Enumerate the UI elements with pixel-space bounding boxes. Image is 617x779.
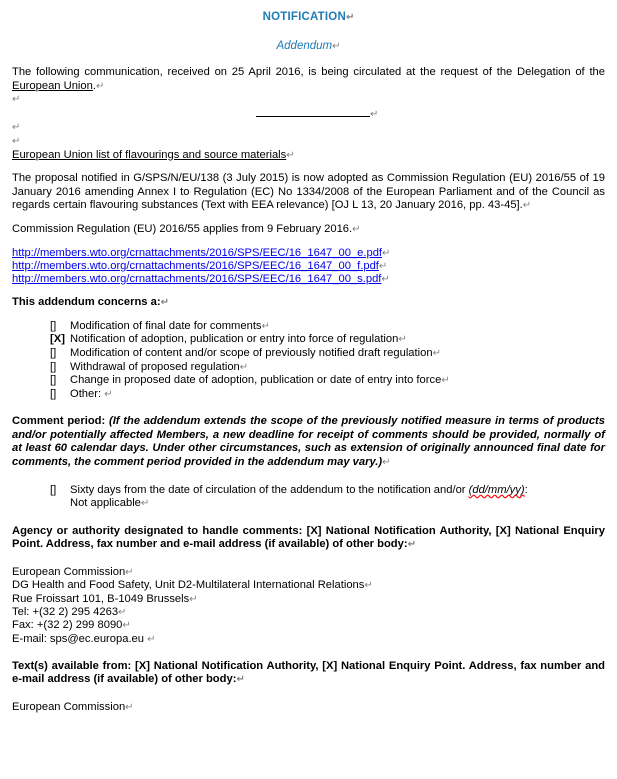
applies-paragraph-text: Commission Regulation (EU) 2016/55 applies from 9 February 2016. — [12, 222, 353, 235]
spacer — [12, 286, 605, 296]
texts-address-line — [12, 701, 605, 714]
paragraph-mark: ↵ — [522, 200, 532, 212]
spacer — [12, 213, 605, 223]
agency-address-organisation: European Commission — [12, 566, 126, 579]
paragraph-mark: ↵ — [140, 498, 150, 510]
paragraph-mark: ↵ — [12, 135, 21, 147]
spacer — [12, 162, 605, 172]
comment-period-label: Comment period: — [12, 415, 106, 428]
paragraph-mark: ↵ — [104, 388, 113, 400]
spacer — [12, 310, 605, 320]
intro-text-before: The following communication, received on 25 April 2016, is being circulated at the request of the Delegation of the — [12, 66, 605, 78]
spacer — [12, 687, 605, 701]
attachment-link-es[interactable]: http://members.wto.org/crnattachments/2016/SPS/EEC/16_1647_00_s.pdf — [12, 272, 382, 285]
spacer — [12, 552, 605, 566]
comment-period-option-colon: : — [524, 483, 528, 496]
checkbox-notification-adoption[interactable]: [X] — [50, 333, 65, 346]
paragraph-mark: ↵ — [125, 702, 134, 714]
attachment-link-fr[interactable]: http://members.wto.org/crnattachments/2016/SPS/EEC/16_1647_00_f.pdf — [12, 259, 379, 272]
agency-address-fax: Fax: +(32 2) 299 8090 — [12, 619, 123, 632]
spacer — [12, 401, 605, 415]
comment-period-option-value-row — [12, 497, 605, 511]
spacer — [12, 511, 605, 525]
section-heading-text: European Union list of flavourings and source materials — [12, 148, 287, 161]
paragraph-mark: ↵ — [352, 223, 361, 235]
agency-address-line — [12, 593, 605, 606]
checkbox-change-date[interactable]: [] — [50, 374, 57, 387]
proposal-paragraph-text: The proposal notified in G/SPS/N/EU/138 (3 July 2015) is now adopted as Commission Regulation (EU) 2016/55 of 19 January 2016 amending Annex I to Regulation (EC) No 1334/2008 of the European Parliament and of the Council as regards certain flavouring substances (Text with EEA relevance) [OJ L 13, 20 January 2016, pp. 43-45]. — [12, 172, 605, 212]
paragraph-mark: ↵ — [378, 260, 388, 272]
agency-address-line — [12, 566, 605, 579]
checkbox-modification-final-date[interactable]: [] — [50, 319, 57, 332]
paragraph-mark: ↵ — [236, 674, 245, 686]
spacer — [12, 237, 605, 247]
agency-address-line — [12, 606, 605, 619]
page-title — [12, 0, 605, 23]
blank-line — [12, 135, 605, 149]
agency-address-email: E-mail: sps@ec.europa.eu — [12, 632, 144, 645]
paragraph-mark: ↵ — [122, 620, 131, 632]
agency-address-unit: DG Health and Food Safety, Unit D2-Multilateral International Relations — [12, 579, 365, 592]
section-heading — [12, 149, 605, 163]
checklist-item[interactable] — [12, 320, 605, 334]
attachment-link-row — [12, 273, 605, 286]
comment-period-option-text: Sixty days from the date of circulation of the addendum to the notification and/or — [70, 483, 469, 496]
blank-line — [12, 121, 605, 135]
page-title-text: NOTIFICATION — [262, 11, 346, 23]
checkbox-other[interactable]: [] — [50, 387, 57, 400]
page-subtitle — [12, 23, 605, 52]
comment-period-option-row[interactable] — [12, 484, 605, 498]
agency-heading — [12, 525, 605, 552]
paragraph-mark: ↵ — [364, 580, 373, 592]
paragraph-mark: ↵ — [160, 297, 169, 309]
paragraph-mark: ↵ — [398, 334, 407, 346]
intro-text-after: . — [92, 79, 96, 92]
paragraph-mark: ↵ — [382, 247, 391, 259]
texts-available-heading-text: Text(s) available from: [X] National Notification Authority, [X] National Enquiry Point. Address, fax number and e-mail address (if available) of other body: — [12, 659, 605, 686]
paragraph-mark: ↵ — [125, 567, 134, 579]
intro-paragraph — [12, 66, 605, 93]
addendum-concerns-heading — [12, 296, 605, 310]
spacer — [12, 470, 605, 484]
paragraph-mark: ↵ — [345, 12, 355, 23]
checklist-item-label: Notification of adoption, publication or entry into force of regulation — [70, 333, 399, 346]
paragraph-mark: ↵ — [286, 149, 295, 161]
agency-address-line — [12, 633, 605, 646]
blank-line — [12, 93, 605, 107]
checklist-item-label: Withdrawal of proposed regulation — [70, 360, 240, 373]
paragraph-mark: ↵ — [261, 320, 270, 332]
attachment-link-row — [12, 247, 605, 260]
paragraph-mark: ↵ — [95, 80, 105, 92]
page-subtitle-text: Addendum — [276, 40, 333, 52]
checklist-item-label: Modification of final date for comments — [70, 319, 262, 332]
checkbox-modification-content[interactable]: [] — [50, 346, 57, 359]
checklist-item-label: Modification of content and/or scope of previously notified draft regulation — [70, 346, 433, 359]
checkbox-sixty-days[interactable]: [] — [50, 483, 57, 496]
comment-period-note: (If the addendum extends the scope of the previously notified measure in terms of products and/or potentially affected Members, a new deadline for receipt of comments should be provided, normally of at least 60 calendar days. Under other circumstances, such as extension of originally announced final date for comments, the comment period provided in the addendum may vary.) — [12, 415, 606, 469]
paragraph-mark: ↵ — [381, 273, 390, 285]
checkbox-withdrawal[interactable]: [] — [50, 360, 57, 373]
checklist-item[interactable] — [12, 374, 605, 388]
paragraph-mark: ↵ — [239, 361, 249, 373]
comment-period-date-format: (dd/mm/yy) — [468, 483, 525, 496]
paragraph-mark: ↵ — [12, 94, 21, 106]
spacer — [12, 52, 605, 66]
paragraph-mark: ↵ — [12, 122, 21, 134]
intro-entity: European Union — [12, 79, 93, 92]
paragraph-mark: ↵ — [118, 606, 127, 618]
addendum-checklist — [12, 320, 605, 402]
applies-paragraph — [12, 223, 605, 237]
checklist-item-label: Other: — [70, 387, 102, 400]
paragraph-mark: ↵ — [407, 539, 416, 551]
checklist-item[interactable] — [12, 388, 605, 402]
checklist-item[interactable] — [12, 361, 605, 375]
texts-address-organisation: European Commission — [12, 701, 126, 714]
agency-address-line — [12, 579, 605, 592]
checklist-item-label: Change in proposed date of adoption, publication or date of entry into force — [70, 374, 442, 387]
agency-address-street: Rue Froissart 101, B-1049 Brussels — [12, 592, 190, 605]
agency-heading-text: Agency or authority designated to handle comments: [X] National Notification Authority, [X] National Enquiry Point. Address, fax number and e-mail address (if available) of other body: — [12, 524, 605, 551]
comment-period-option-value: Not applicable — [70, 497, 141, 510]
checklist-item[interactable] — [12, 347, 605, 361]
paragraph-mark: ↵ — [382, 457, 391, 469]
paragraph-mark: ↵ — [332, 41, 341, 52]
attachment-link-en[interactable]: http://members.wto.org/crnattachments/2016/SPS/EEC/16_1647_00_e.pdf — [12, 246, 383, 259]
separator-rule-row — [12, 107, 605, 122]
horizontal-rule — [256, 107, 370, 117]
addendum-concerns-heading-text: This addendum concerns a: — [12, 296, 161, 309]
paragraph-mark: ↵ — [147, 633, 156, 645]
paragraph-mark: ↵ — [370, 108, 379, 120]
agency-address-line — [12, 619, 605, 632]
proposal-paragraph — [12, 172, 605, 213]
paragraph-mark: ↵ — [189, 593, 198, 605]
spacer — [12, 646, 605, 660]
checklist-item[interactable] — [12, 333, 605, 347]
paragraph-mark: ↵ — [441, 375, 450, 387]
agency-address-tel: Tel: +(32 2) 295 4263 — [12, 605, 119, 618]
comment-period-paragraph — [12, 415, 605, 469]
texts-available-heading — [12, 660, 605, 687]
attachment-link-row — [12, 260, 605, 273]
paragraph-mark: ↵ — [432, 347, 441, 359]
